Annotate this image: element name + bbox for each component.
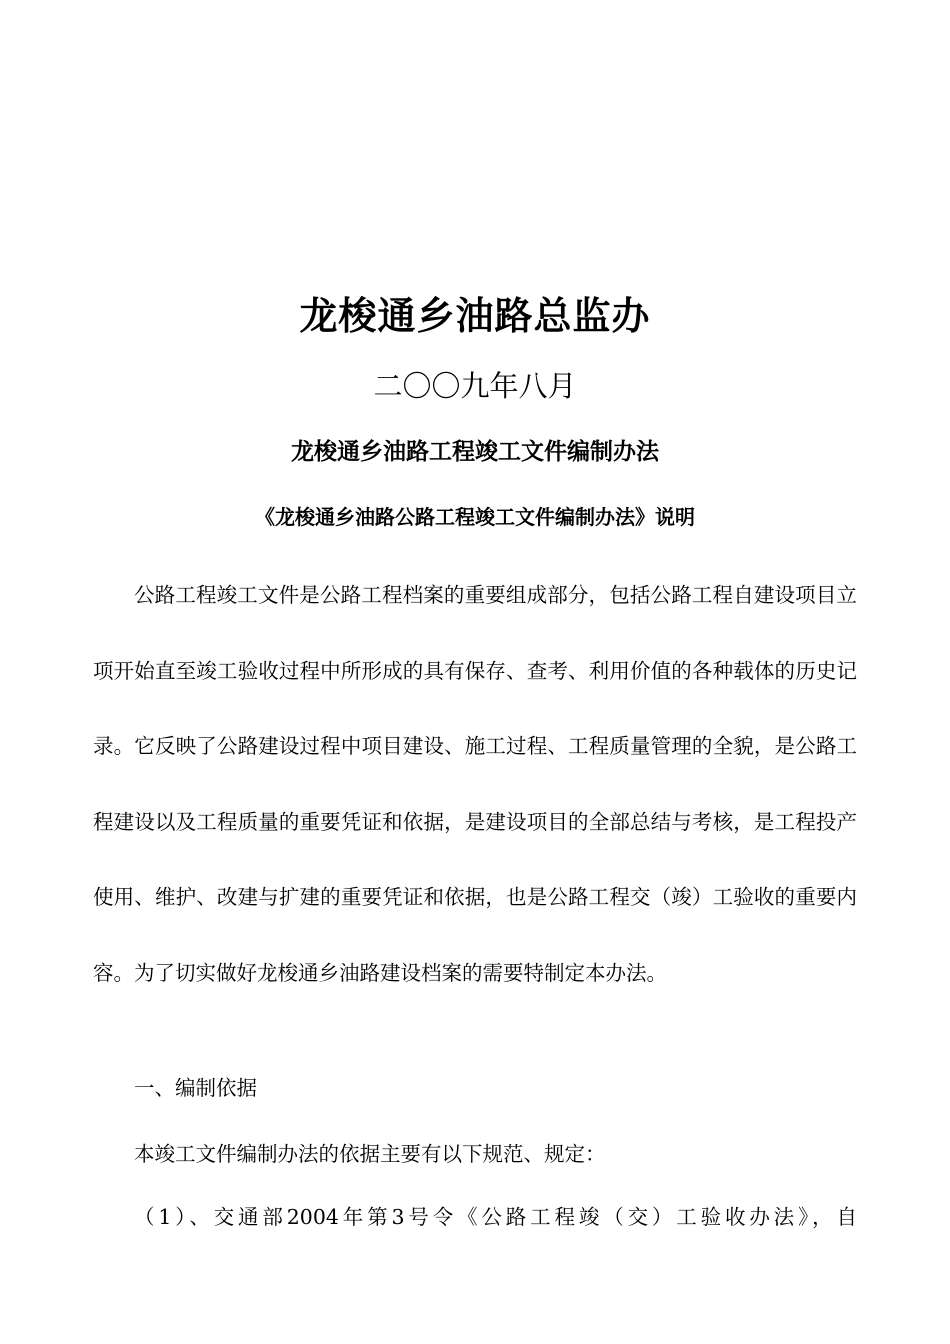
section-heading-basis: 一、编制依据: [134, 1076, 257, 1100]
basis-list-item: （1）、交通部2004年第3号令《公路工程竣（交）工验收办法》，自: [134, 1205, 857, 1229]
document-subtitle: 《龙梭通乡油路公路工程竣工文件编制办法》说明: [255, 505, 695, 529]
basis-intro-text: 本竣工文件编制办法的依据主要有以下规范、规定：: [134, 1142, 606, 1166]
document-title: 龙梭通乡油路工程竣工文件编制办法: [291, 439, 659, 465]
org-title: 龙梭通乡油路总监办: [299, 294, 651, 338]
document-date: 二〇〇九年八月: [373, 369, 577, 403]
intro-paragraph: 公路工程竣工文件是公路工程档案的重要组成部分，包括公路工程自建设项目立项开始直至竣工验收过程中所形成的具有保存、查考、利用价值的各种载体的历史记录。它反映了公路建设过程中项目建设、施工过程、工程质量管理的全貌，是公路工程建设以及工程质量的重要凭证和依据，是建设项目的全部总结与考核，是工程投产使用、维护、改建与扩建的重要凭证和依据，也是公路工程交（竣）工验收的重要内容。为了切实做好龙梭通乡油路建设档案的需要特制定本办法。: [93, 583, 857, 985]
